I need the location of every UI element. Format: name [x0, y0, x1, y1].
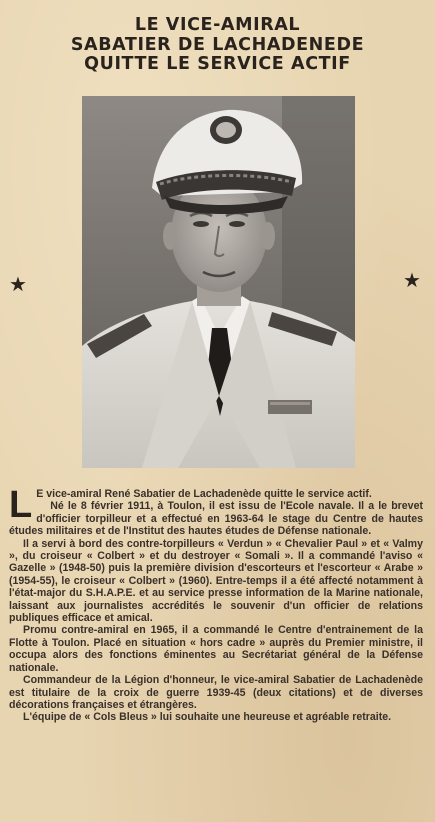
article-paragraph-3: Il a servi à bord des contre-torpilleurs « Verdun » « Chevalier Paul » et « Valmy », du croiseur « Colbert » et du destroyer « Somali ». Il a commandé l'aviso « Gazelle » (1948-50) puis la première division d'escorteurs et l'escorteur « Arabe » (1954-55), le croiseur « Colbert » (1960). Entre-temps il a été affecté notamment à l'état-major du S.H.A.P.E. et au service presse information de la Marine nationale, laissant aux journalistes accrédités le souvenir d'un officier de relations publiques efficace et amical. [9, 537, 423, 625]
headline-line-3: QUITTE LE SERVICE ACTIF [84, 54, 351, 74]
article-body [9, 484, 423, 724]
portrait-photo [82, 96, 355, 468]
headline-line-2: SABATIER DE LACHADENEDE [70, 34, 365, 55]
portrait-illustration [82, 96, 355, 468]
headline [40, 16, 395, 75]
article-paragraph-4: Promu contre-amiral en 1965, il a commandé le Centre d'entrainement de la Flotte à Toulon. Placé en situation « hors cadre » auprès du Premier ministre, il occupa alors des fonctions éminentes au Secrétariat général de la Défense nationale. [9, 624, 423, 674]
article-paragraph-6: L'équipe de « Cols Bleus » lui souhaite une heureuse et agréable retraite. [23, 711, 392, 724]
article-paragraph-5: Commandeur de la Légion d'honneur, le vice-amiral Sabatier de Lachadenède est titulaire de la croix de guerre 1939-45 (deux citations) et de diverses décorations françaises et étrangères. [9, 674, 423, 711]
star-ornament-left: ★ [9, 272, 27, 296]
star-ornament-right: ★ [403, 268, 421, 292]
dropcap-letter: L [9, 484, 33, 526]
headline-line-1: LE VICE-AMIRAL [134, 15, 301, 35]
article-paragraph-2: Né le 8 février 1911, à Toulon, il est issu de l'Ecole navale. Il a le brevet d'officier torpilleur et a effectué en 1963-64 le stage du Centre de hautes études militaires et de l'Institut des hautes études de Défense nationale. [9, 500, 423, 538]
article-intro-text: E vice-amiral René Sabatier de Lachadenède quitte le service actif. [36, 488, 372, 500]
